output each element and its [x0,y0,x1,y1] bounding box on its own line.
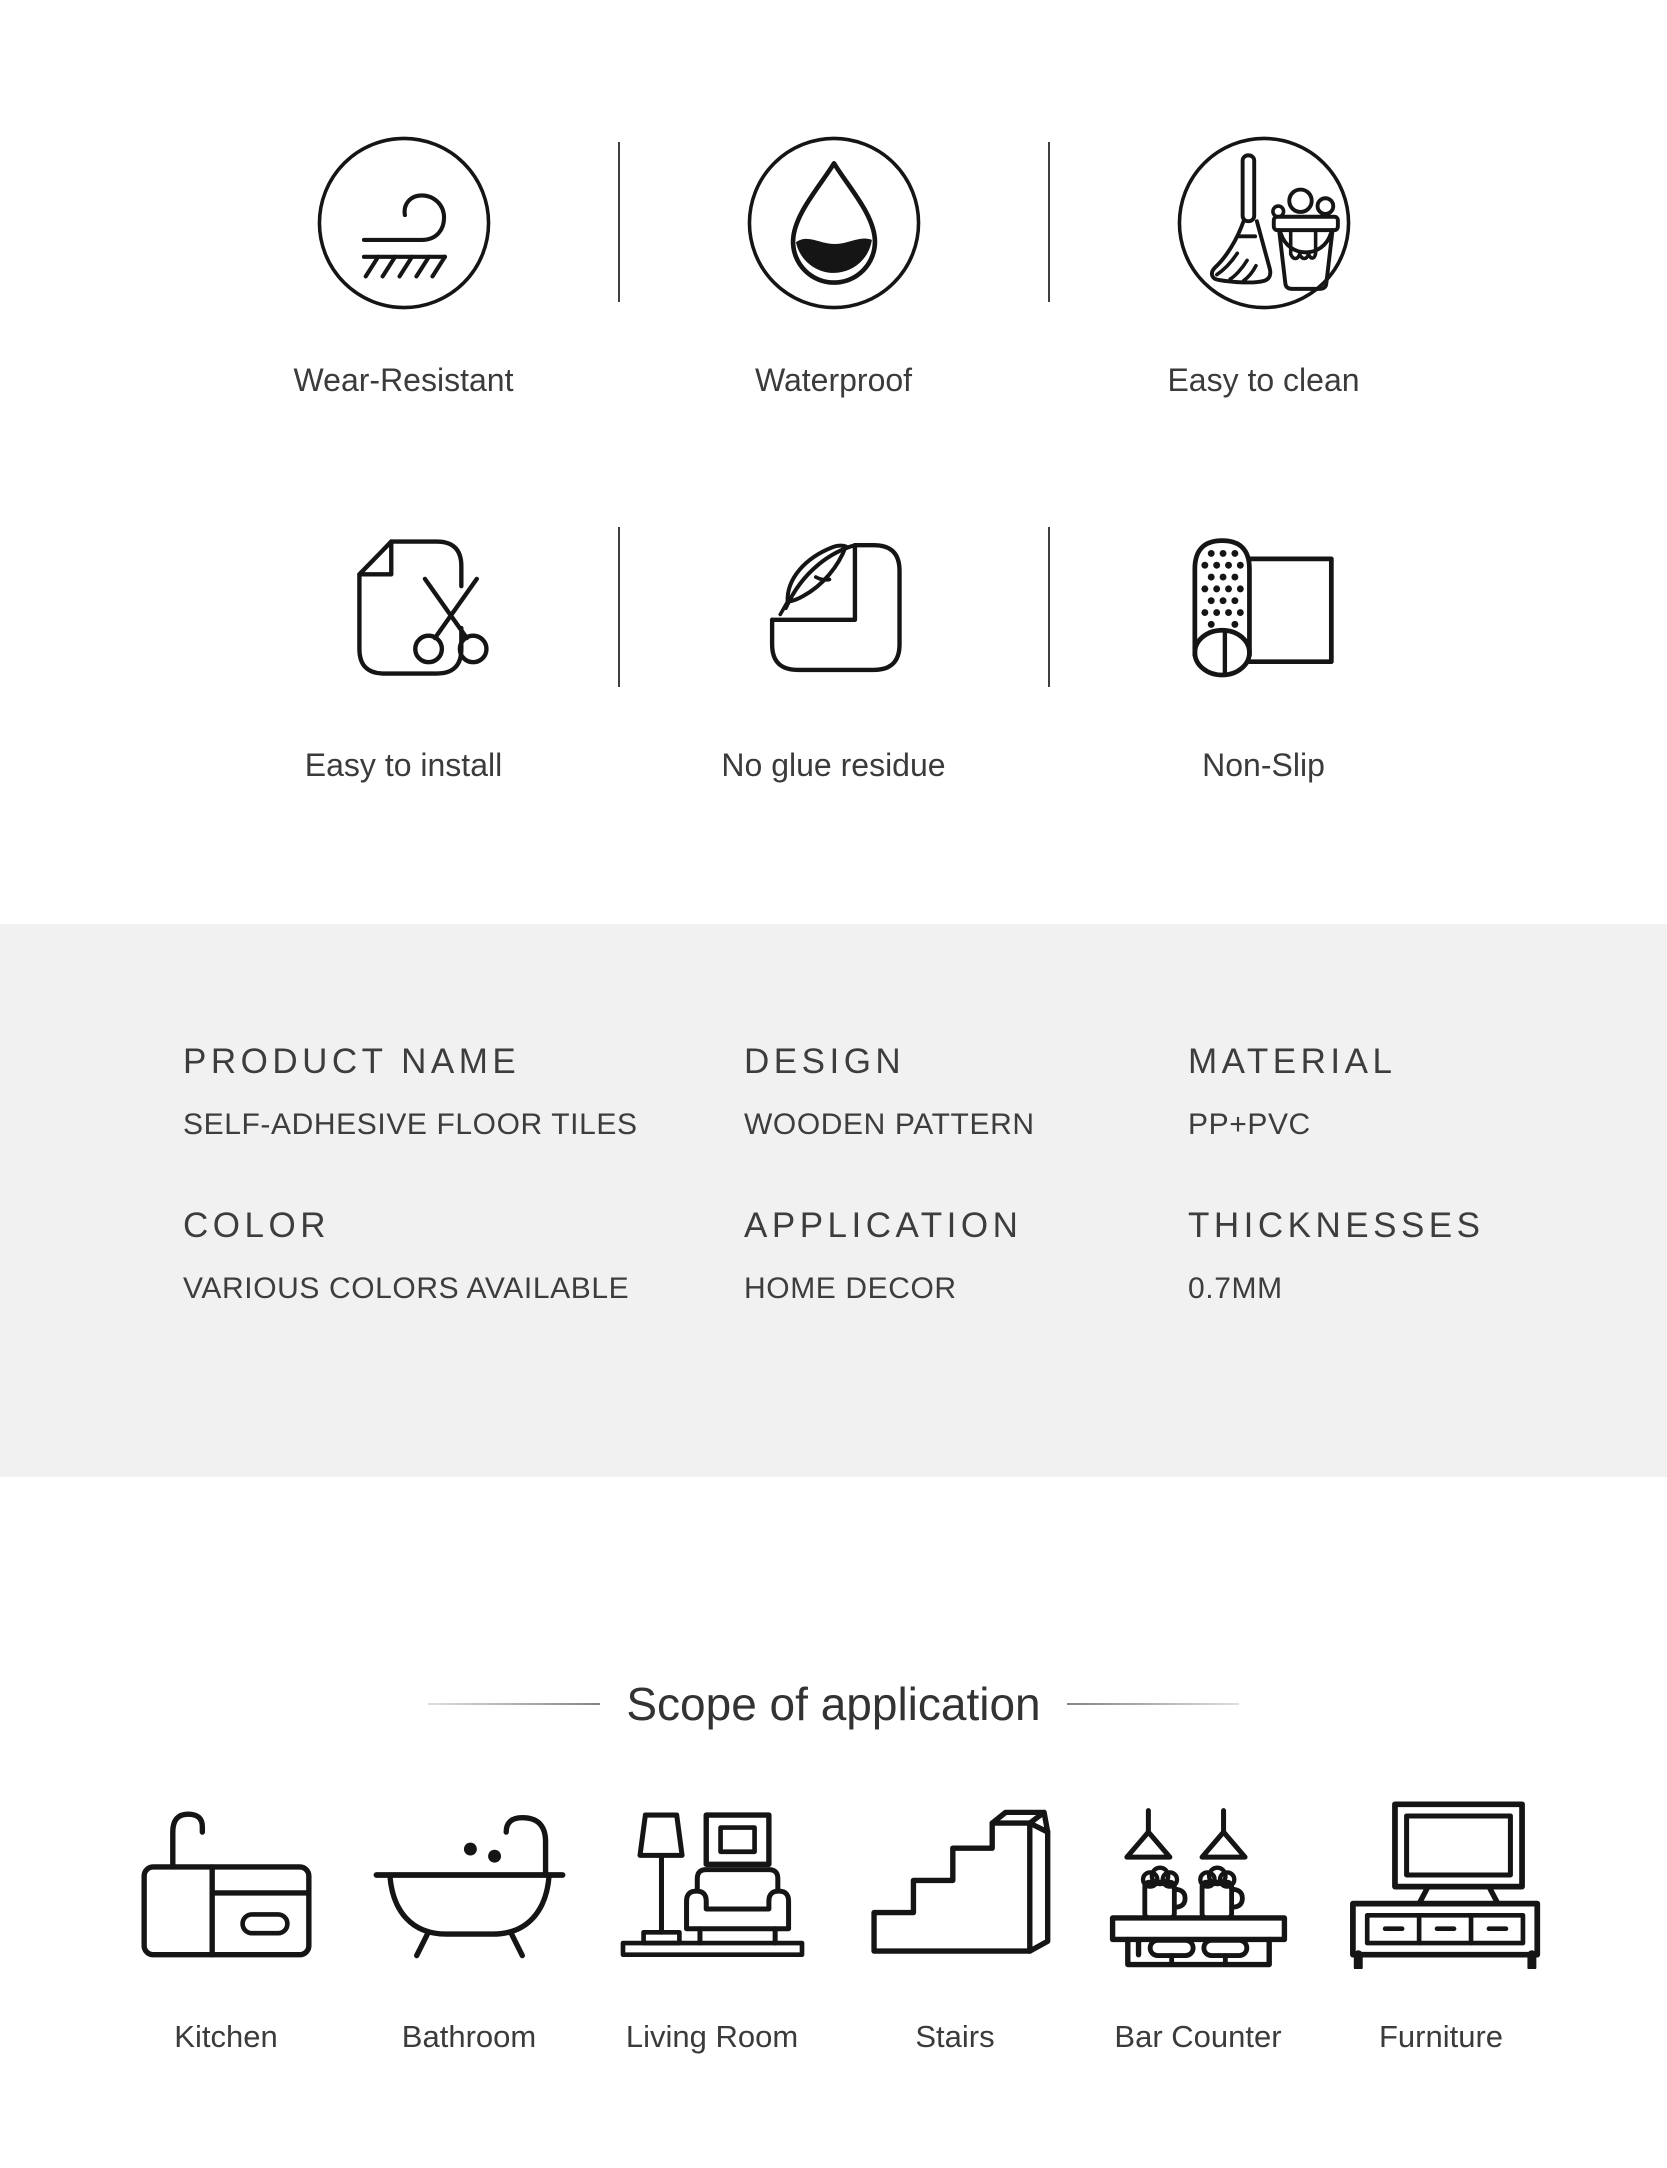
scope-section [0,1677,1667,2055]
heading-line-left [428,1703,600,1705]
feature-label: Easy to clean [1167,362,1360,398]
wear-resistant-icon [315,130,493,316]
feature-row-2 [0,515,1667,784]
app-living-room [600,1787,825,2055]
spec-header: COLOR [183,1206,330,1245]
app-stairs [843,1787,1068,2055]
feature-wear-resistant [248,130,560,399]
spec-header: APPLICATION [744,1206,1023,1245]
spec-value: 0.7MM [1188,1272,1283,1305]
spec-thicknesses [1188,1206,1667,1306]
spec-value: SELF-ADHESIVE FLOOR TILES [183,1108,638,1141]
feature-waterproof [678,130,990,399]
application-row [0,1787,1667,2055]
waterproof-icon [745,130,923,316]
app-label: Bar Counter [1114,2019,1282,2054]
bar-counter-icon [1091,1787,1306,1969]
features-section [0,0,1667,784]
no-glue-residue-icon [743,515,925,701]
spec-product-name [183,1042,744,1142]
spec-header: THICKNESSES [1188,1206,1485,1245]
divider [618,527,620,687]
feature-easy-to-install [248,515,560,784]
spec-color [183,1206,744,1306]
living-room-icon [605,1787,820,1969]
spec-application [744,1206,1188,1306]
heading-line-right [1067,1703,1239,1705]
spec-design [744,1042,1188,1142]
feature-label: Waterproof [754,362,913,398]
spec-value: HOME DECOR [744,1272,957,1305]
spec-value: WOODEN PATTERN [744,1108,1035,1141]
app-kitchen [114,1787,339,2055]
feature-label: Wear-Resistant [293,362,514,398]
divider [1048,142,1050,302]
feature-label: No glue residue [721,747,946,783]
specs-section [0,924,1667,1477]
furniture-icon [1334,1787,1549,1969]
feature-non-slip [1108,515,1420,784]
app-bar-counter [1086,1787,1311,2055]
divider [1048,527,1050,687]
spec-header: MATERIAL [1188,1042,1397,1081]
kitchen-icon [119,1787,334,1969]
app-label: Kitchen [174,2019,278,2054]
feature-easy-to-clean [1108,130,1420,399]
feature-label: Easy to install [304,747,503,783]
spec-row-1 [0,1042,1667,1142]
easy-to-clean-icon [1175,130,1353,316]
spec-header: PRODUCT NAME [183,1042,521,1081]
easy-to-install-icon [313,515,495,701]
scope-title: Scope of application [626,1678,1041,1730]
spec-header: DESIGN [744,1042,906,1081]
app-label: Bathroom [401,2019,537,2054]
feature-label: Non-Slip [1202,747,1325,783]
spec-row-2 [0,1206,1667,1306]
app-furniture [1329,1787,1554,2055]
app-label: Stairs [915,2019,995,2054]
app-label: Living Room [625,2019,799,2054]
spec-value: PP+PVC [1188,1108,1311,1141]
scope-heading [0,1677,1667,1731]
spec-value: VARIOUS COLORS AVAILABLE [183,1272,630,1305]
feature-no-glue-residue [678,515,990,784]
app-bathroom [357,1787,582,2055]
non-slip-icon [1173,515,1355,701]
feature-row-1 [0,130,1667,399]
bathroom-icon [362,1787,577,1969]
app-label: Furniture [1378,2019,1504,2054]
spec-material [1188,1042,1667,1142]
divider [618,142,620,302]
stairs-icon [848,1787,1063,1969]
